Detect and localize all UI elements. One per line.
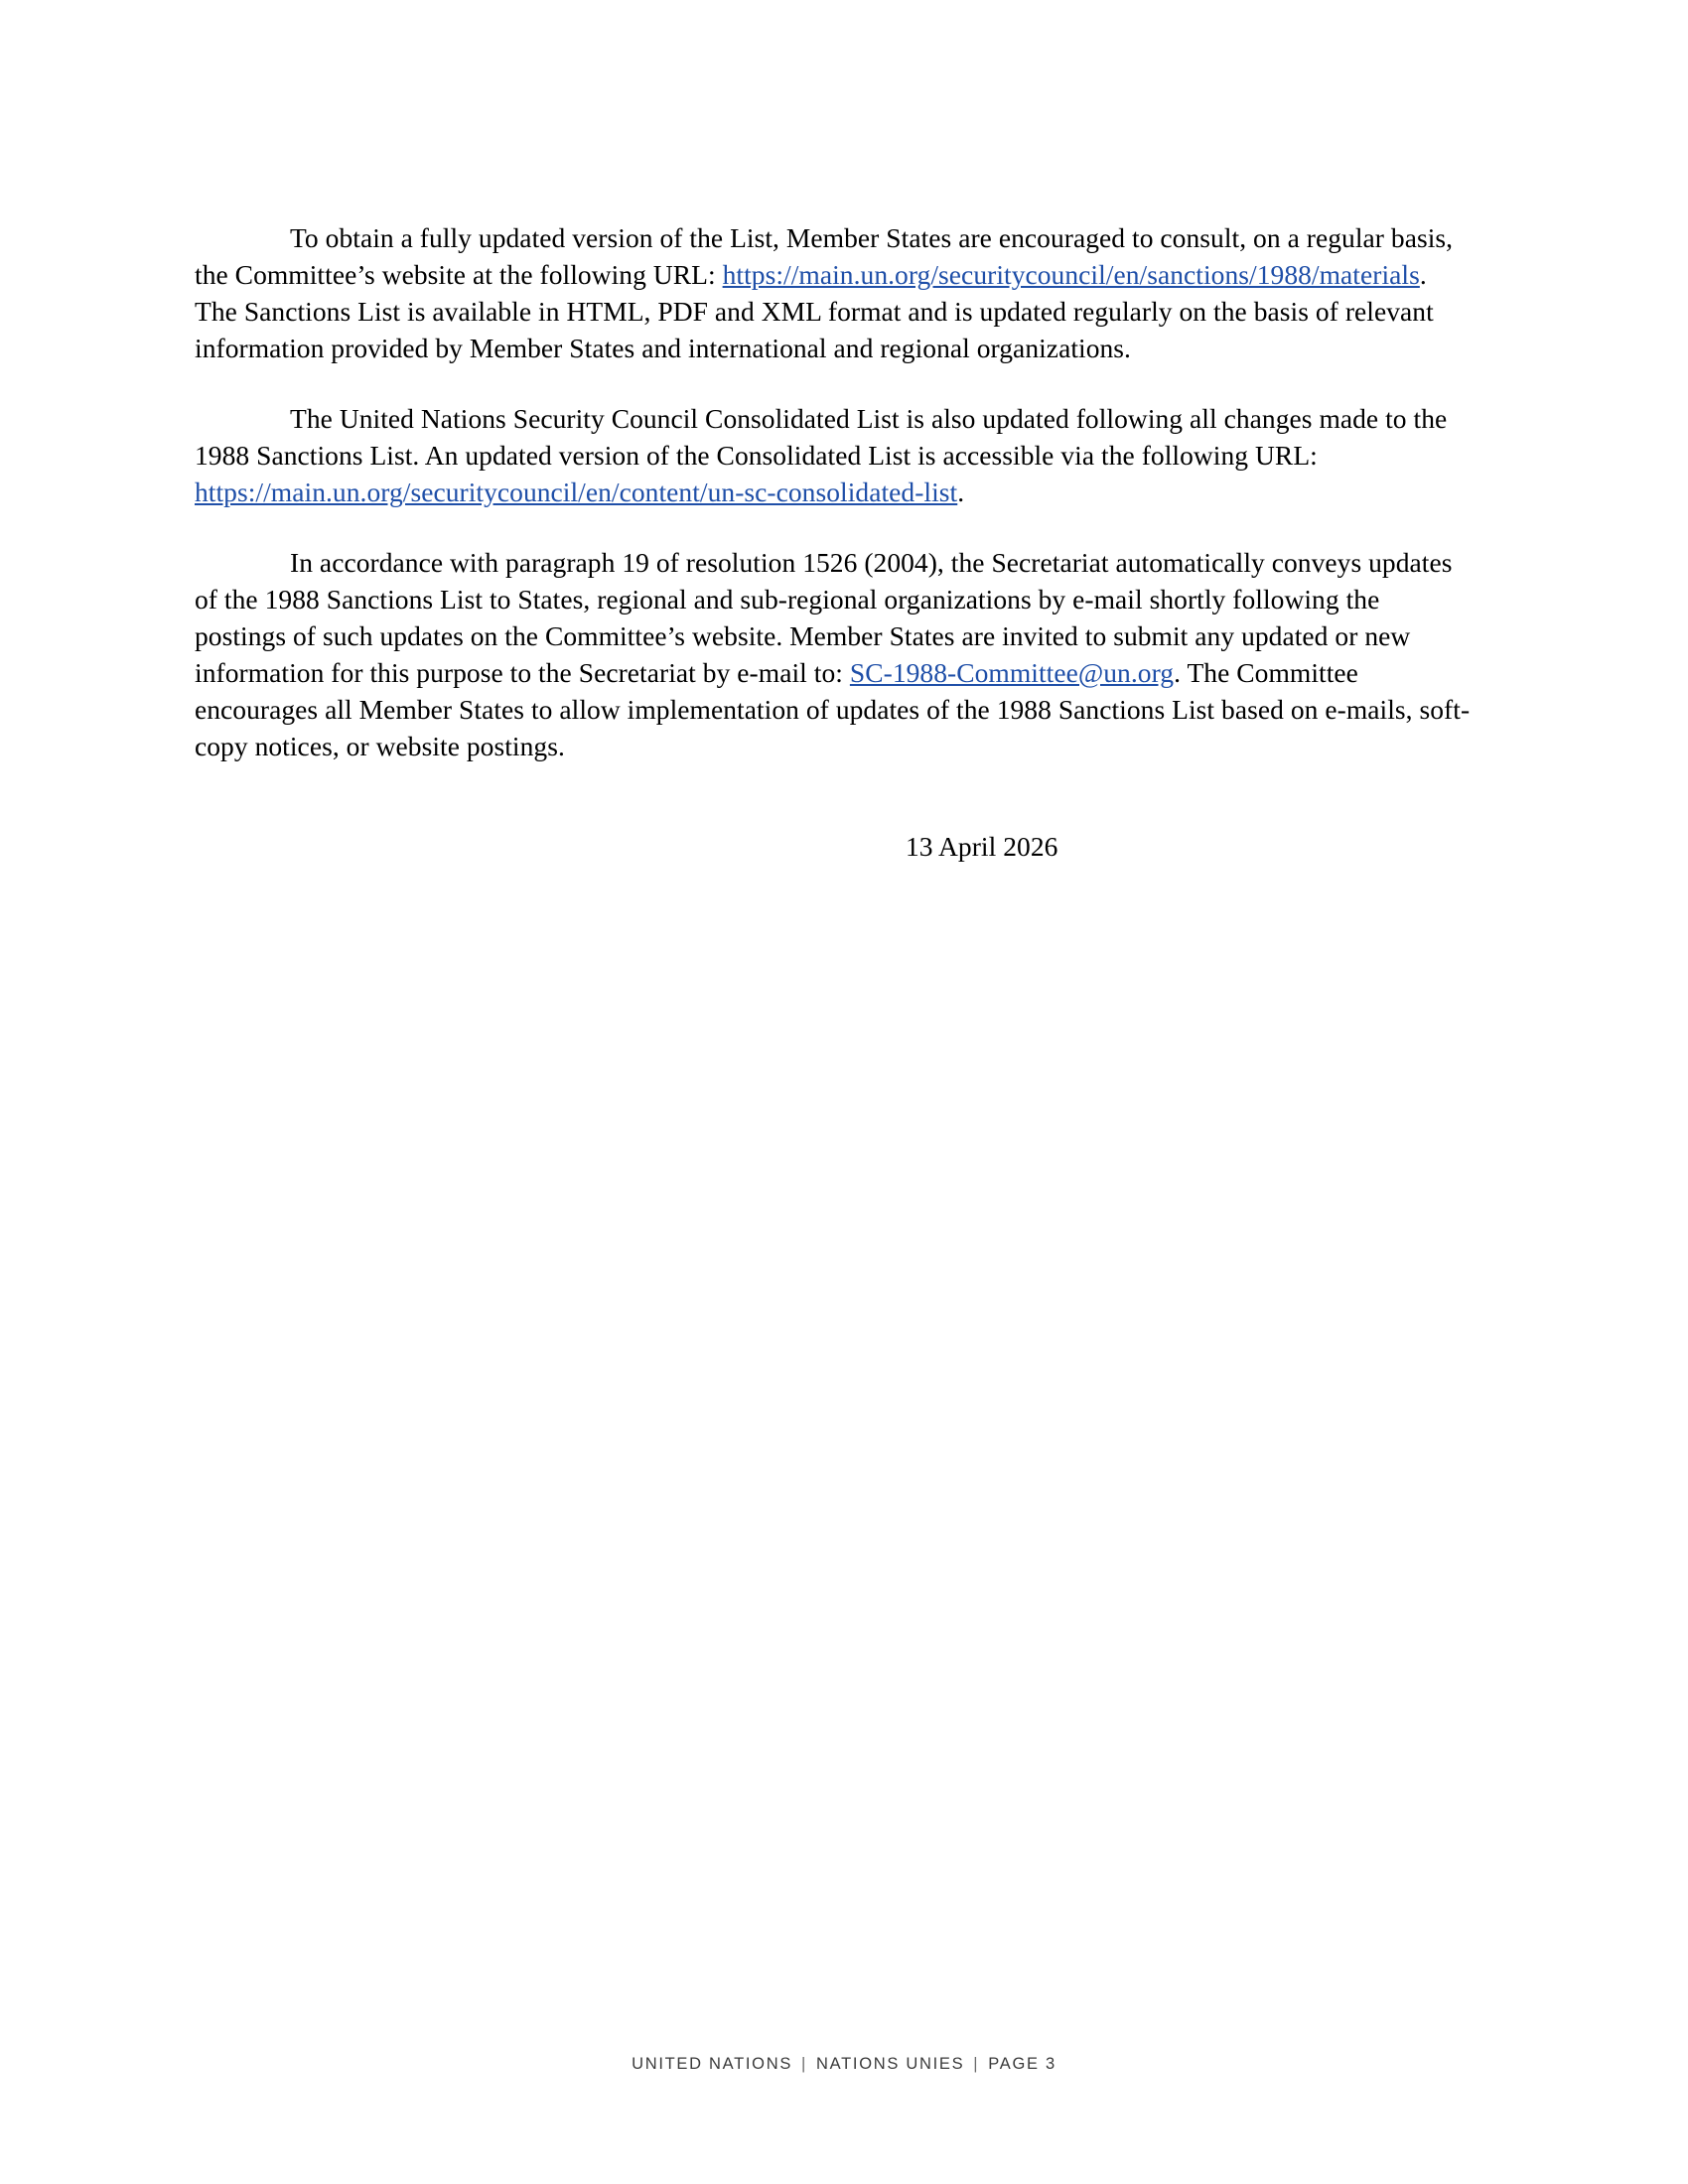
- paragraph-3: In accordance with paragraph 19 of resolution 1526 (2004), the Secretariat automatically conveys updates of the 1988 Sanctions List to States, regional and sub-regional organizations by e-mail shortly following the postings of such updates on the Committee’s website. Member States are invited to submit any updated or new information for this purpose to the Secretariat by e-mail to: SC-1988-Committee@un.org. The Committee encourages all Member States to allow implementation of updates of the 1988 Sanctions List based on e-mails, soft-copy notices, or website postings.: [195, 546, 1471, 761]
- inline-link[interactable]: SC-1988-Committee@un.org: [849, 656, 1175, 688]
- inline-link[interactable]: https://main.un.org/securitycouncil/en/sanctions/1988/materials: [722, 258, 1420, 290]
- paragraph-2: The United Nations Security Council Consolidated List is also updated following all changes made to the 1988 Sanctions List. An updated version of the Consolidated List is accessible via the following URL: https://main.un.org/securitycouncil/en/content/un-sc-consolidated-list.: [195, 402, 1448, 507]
- document-body: [195, 220, 1476, 899]
- footer-page-number: PAGE 3: [988, 2055, 1056, 2073]
- inline-link[interactable]: https://main.un.org/securitycouncil/en/content/un-sc-consolidated-list: [195, 476, 958, 507]
- document-date: 13 April 2026: [906, 830, 1058, 862]
- footer-separator-2: |: [973, 2055, 980, 2073]
- paragraph-1: To obtain a fully updated version of the List, Member States are encouraged to consult, on a regular basis, the Committee’s website at the following URL: https://main.un.org/securitycouncil/en/sanctions/1988/materials. The Sanctions List is available in HTML, PDF and XML format and is updated regularly on the basis of relevant information provided by Member States and international and regional organizations.: [195, 222, 1454, 363]
- footer-separator-1: |: [801, 2055, 808, 2073]
- footer-nations-unies-label: NATIONS UNIES: [816, 2055, 965, 2073]
- footer-united-nations-label: UNITED NATIONS: [632, 2055, 793, 2073]
- page-footer: [0, 2055, 1688, 2074]
